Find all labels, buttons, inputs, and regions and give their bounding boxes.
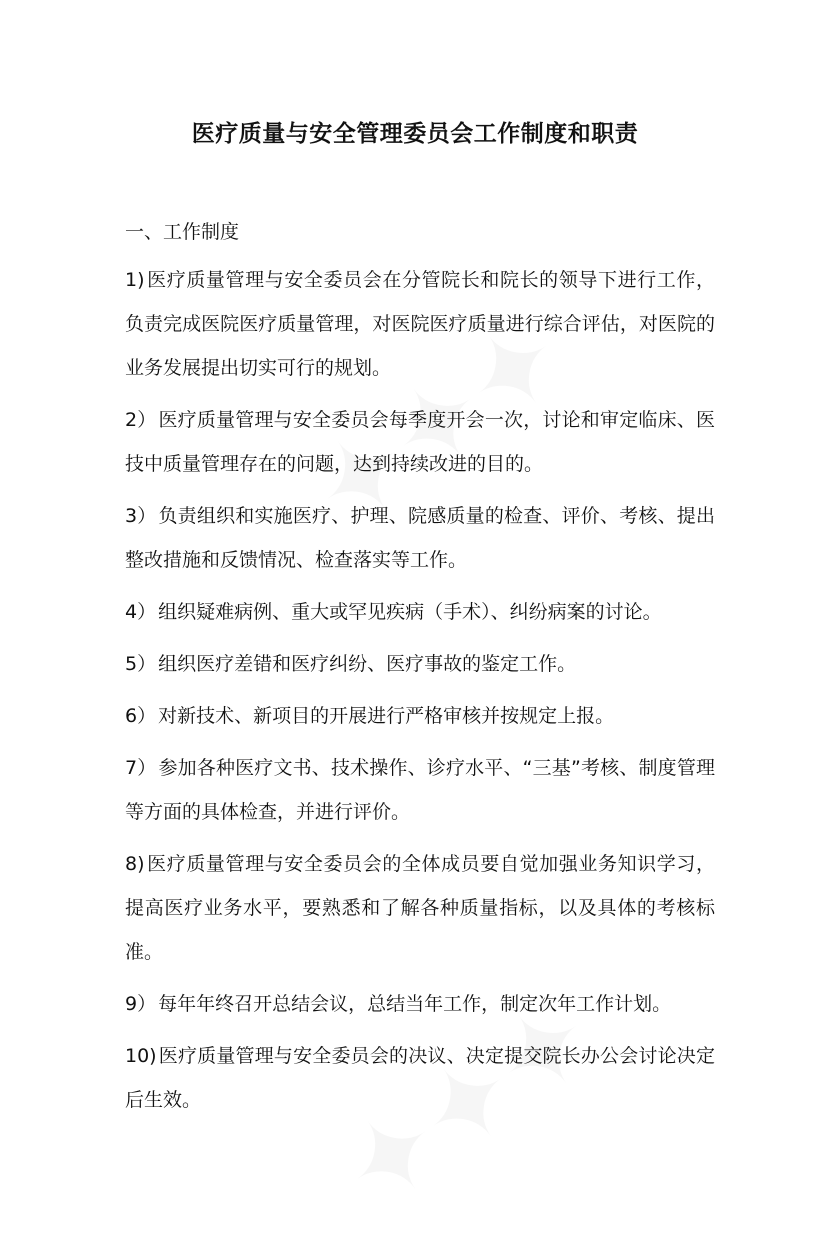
item-text: 组织医疗差错和医疗纠纷、医疗事故的鉴定工作。 xyxy=(158,653,577,675)
item-number: 2） xyxy=(125,409,157,431)
list-item xyxy=(125,642,715,686)
item-text: 医疗质量管理与安全委员会的全体成员要自觉加强业务知识学习，提高医疗业务水平，要熟悉和了解各种质量指标，以及具体的考核标准。 xyxy=(125,853,715,963)
item-number: 3） xyxy=(125,505,157,527)
list-item xyxy=(125,590,715,634)
document-body xyxy=(125,214,715,1130)
list-item xyxy=(125,982,715,1026)
item-text: 每年年终召开总结会议，总结当年工作，制定次年工作计划。 xyxy=(158,993,672,1015)
item-text: 医疗质量管理与安全委员会每季度开会一次，讨论和审定临床、医技中质量管理存在的问题，达到持续改进的目的。 xyxy=(125,409,715,475)
list-item xyxy=(125,494,715,582)
list-item xyxy=(125,258,715,390)
item-number: 5） xyxy=(125,653,157,675)
item-text: 医疗质量管理与安全委员会的决议、决定提交院长办公会讨论决定后生效。 xyxy=(125,1045,715,1111)
document-title: 医疗质量与安全管理委员会工作制度和职责 xyxy=(191,121,639,147)
item-number: 4） xyxy=(125,601,157,623)
item-number: 6） xyxy=(125,705,157,727)
item-text: 医疗质量管理与安全委员会在分管院长和院长的领导下进行工作，负责完成医院医疗质量管理，对医院医疗质量进行综合评估，对医院的业务发展提出切实可行的规划。 xyxy=(125,269,715,379)
list-item xyxy=(125,694,715,738)
list-item xyxy=(125,1034,715,1122)
item-number: 9） xyxy=(125,993,157,1015)
item-number: 7） xyxy=(125,757,157,779)
list-item xyxy=(125,746,715,834)
item-text: 对新技术、新项目的开展进行严格审核并按规定上报。 xyxy=(158,705,615,727)
item-number: 8) xyxy=(125,853,145,875)
item-text: 参加各种医疗文书、技术操作、诊疗水平、“三基”考核、制度管理等方面的具体检查，并进行评价。 xyxy=(125,757,715,823)
item-text: 组织疑难病例、重大或罕见疾病（手术）、纠纷病案的讨论。 xyxy=(158,601,662,623)
item-text: 负责组织和实施医疗、护理、院感质量的检查、评价、考核、提出整改措施和反馈情况、检查落实等工作。 xyxy=(125,505,715,571)
section-heading: 一、工作制度 xyxy=(125,221,240,243)
list-item xyxy=(125,842,715,974)
list-item xyxy=(125,398,715,486)
item-number: 10) xyxy=(125,1045,157,1067)
item-number: 1) xyxy=(125,269,145,291)
